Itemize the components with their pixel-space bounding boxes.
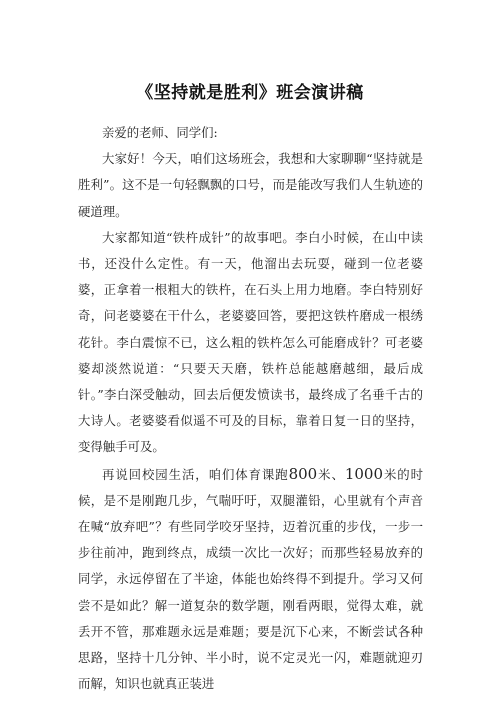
paragraph-3-text-3: 米的时候，是不是刚跑几步，气喘吁吁，双腿灌铅，心里就有个声音在喊“放弃吧”？有些同学咬牙坚持，迈着沉重的步伐，一步一步往前冲，跑到终点，成绩一次比一次好；而那些轻易放弃的同学，永远停留在了半途，体能也始终得不到提升。学习又何尝不是如此？解一道复杂的数学题，刚看两眼，觉得太难，就丢开不管，那难题永远是难题；要是沉下心来，不断尝试各种思路，坚持十几分钟、半小时，说不定灵光一闪，难题就迎刃而解，知识也就真正装进	[78, 466, 423, 692]
paragraph-3	[78, 461, 423, 698]
distance-1000: 1000	[344, 464, 384, 483]
page-title: 《坚持就是胜利》班会演讲稿	[136, 83, 364, 103]
paragraph-3-text-2: 米、	[317, 466, 345, 482]
salutation: 亲爱的老师、同学们:	[102, 125, 218, 140]
paragraph-2: 大家都知道“铁杵成针”的故事吧。李白小时候，在山中读书，还没什么定性。有一天，他溜出去玩耍，碰到一位老婆婆，正拿着一根粗大的铁杵，在石头上用力地磨。李白特别好奇，问老婆婆在干什么，老婆婆回答，要把这铁杵磨成一根绣花针。李白震惊不已，这么粗的铁杵怎么可能磨成针？可老婆婆却淡然说道：“只要天天磨，铁杵总能越磨越细，最后成针。”李白深受触动，回去后便发愤读书，最终成了名垂千古的大诗人。老婆婆看似遥不可及的目标，靠着日复一日的坚持，变得触手可及。	[78, 229, 423, 455]
paragraph-1: 大家好！今天，咱们这场班会，我想和大家聊聊“坚持就是胜利”。这不是一句轻飘飘的口号，而是能改写我们人生轨迹的硬道理。	[78, 151, 423, 219]
distance-800: 800	[288, 464, 318, 483]
document-body	[78, 120, 423, 697]
paragraph-3-text-1: 再说回校园生活，咱们体育课跑	[102, 466, 289, 482]
